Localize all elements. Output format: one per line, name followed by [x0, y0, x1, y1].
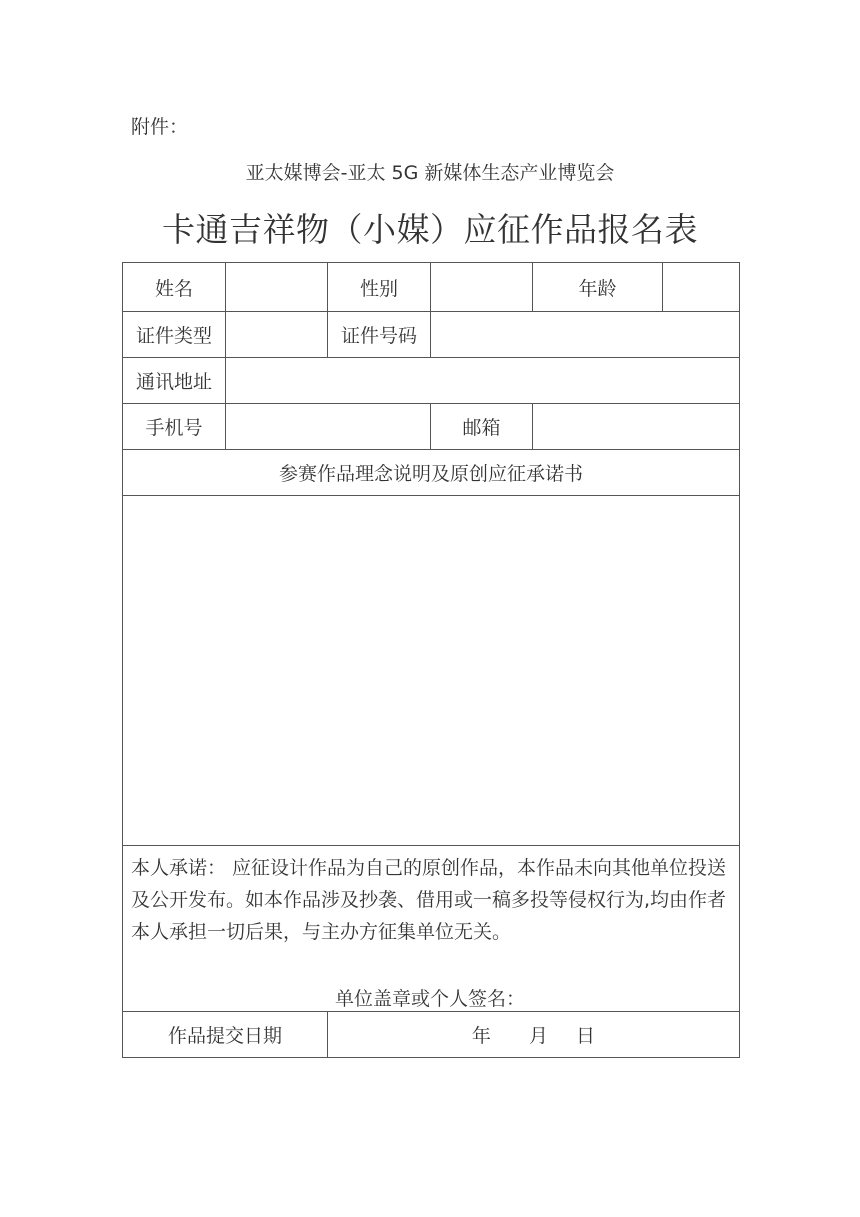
submit-date-label: 作品提交日期 [123, 1012, 328, 1058]
document-subtitle: 亚太媒博会-亚太 5G 新媒体生态产业博览会 [245, 162, 615, 184]
gender-label: 性别 [328, 263, 431, 312]
pledge-text: 本人承诺： 应征设计作品为自己的原创作品，本作品未向其他单位投送及公开发布。如本作品涉及抄袭、借用或一稿多投等侵权行为,均由作者本人承担一切后果，与主办方征集单位无关。 [131, 857, 727, 943]
name-field[interactable] [226, 263, 328, 312]
id-type-label: 证件类型 [123, 312, 226, 358]
row-concept-header [123, 450, 740, 496]
date-month-label: 月 [528, 1025, 548, 1047]
row-id-info [123, 312, 740, 358]
date-year-label: 年 [471, 1025, 491, 1047]
row-contact [123, 404, 740, 450]
address-label: 通讯地址 [123, 358, 226, 404]
email-field[interactable] [533, 404, 740, 450]
document-title: 卡通吉祥物（小媒）应征作品报名表 [162, 210, 698, 249]
name-label: 姓名 [123, 263, 226, 312]
row-address [123, 358, 740, 404]
phone-label: 手机号 [123, 404, 226, 450]
pledge-cell [123, 846, 740, 1012]
row-concept-body [123, 496, 740, 846]
gender-field[interactable] [431, 263, 533, 312]
row-pledge [123, 846, 740, 1012]
address-field[interactable] [226, 358, 740, 404]
age-field[interactable] [663, 263, 740, 312]
registration-form-table [122, 262, 740, 1058]
row-submit-date [123, 1012, 740, 1058]
concept-section-title: 参赛作品理念说明及原创应征承诺书 [123, 450, 740, 496]
id-type-field[interactable] [226, 312, 328, 358]
row-personal-info [123, 263, 740, 312]
id-number-field[interactable] [431, 312, 740, 358]
date-day-label: 日 [576, 1025, 596, 1047]
signature-label: 单位盖章或个人签名： [334, 988, 525, 1010]
submit-date-field[interactable] [328, 1012, 740, 1058]
id-number-label: 证件号码 [328, 312, 431, 358]
phone-field[interactable] [226, 404, 431, 450]
attachment-label: 附件： [131, 116, 189, 138]
concept-description-field[interactable] [123, 496, 740, 846]
email-label: 邮箱 [431, 404, 533, 450]
age-label: 年龄 [533, 263, 663, 312]
